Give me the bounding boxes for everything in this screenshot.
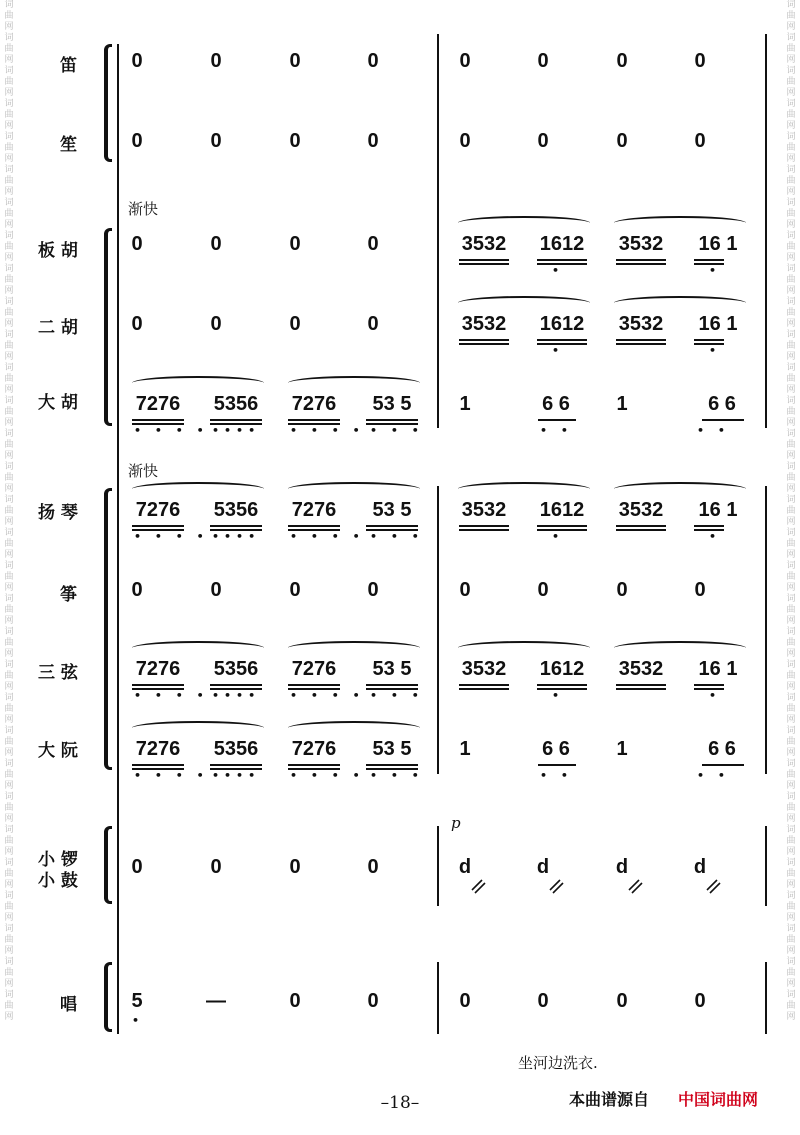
- note-yangqin-2: 5356: [213, 499, 259, 521]
- note-sheng-5: 0: [459, 130, 471, 152]
- low-dots-sanxian-2: ••••: [212, 689, 261, 702]
- note-di-5: 0: [459, 50, 471, 72]
- note-banhu-2: 0: [210, 233, 222, 255]
- low-dots-yangqin-2: ••••: [212, 530, 261, 543]
- tempo-mark-lower: 渐快: [128, 462, 159, 480]
- underline-banhu-4a: [694, 259, 724, 261]
- note-erhu-2: 0: [210, 313, 222, 335]
- note-sheng-1: 0: [131, 130, 143, 152]
- note-yangqin-7: 3532: [618, 499, 664, 521]
- note-zheng-8: 0: [694, 579, 706, 601]
- slur-erhu-a: [458, 296, 590, 310]
- underline-sanxian-4a: [366, 684, 418, 686]
- note-perc-7: d: [615, 856, 629, 878]
- note-banhu-6: 1612: [539, 233, 585, 255]
- slur-dahu-b: [288, 376, 420, 390]
- underline-sanxian-8a: [694, 684, 724, 686]
- low-dots-sanxian-3: • • • •: [290, 689, 365, 702]
- slur-banhu-a: [458, 216, 590, 230]
- note-banhu-7: 3532: [618, 233, 664, 255]
- note-sanxian-4: 53 5: [372, 658, 412, 680]
- tempo-mark-upper: 渐快: [128, 200, 159, 218]
- low-dot-erhu-1: •: [552, 344, 565, 357]
- low-dot-sanxian-8: •: [709, 689, 722, 702]
- note-banhu-3: 0: [289, 233, 301, 255]
- barline-end: [765, 34, 767, 428]
- barline-middle-3: [437, 826, 439, 906]
- label-chang: 唱: [60, 995, 77, 1015]
- dynamic-piano: p: [451, 814, 461, 832]
- note-banhu-1: 0: [131, 233, 143, 255]
- slur-daruan-b: [288, 721, 420, 735]
- slur-dahu-a: [132, 376, 264, 390]
- low-dots-sanxian-1: • • • •: [134, 689, 209, 702]
- note-sheng-8: 0: [694, 130, 706, 152]
- note-banhu-5: 3532: [461, 233, 507, 255]
- note-dahu-8: 6 6: [708, 393, 736, 415]
- low-dots-yangqin-1: • • • •: [134, 530, 209, 543]
- underline-dahu-3a: [288, 419, 340, 421]
- underline-yangqin-6a: [537, 525, 587, 527]
- note-daruan-7: 1: [616, 738, 628, 760]
- note-sheng-2: 0: [210, 130, 222, 152]
- note-voice-1: 5: [131, 990, 143, 1012]
- slur-sanxian-d: [614, 641, 746, 655]
- note-erhu-7: 3532: [618, 313, 664, 335]
- barline-middle-4: [437, 962, 439, 1034]
- note-yangqin-5: 3532: [461, 499, 507, 521]
- low-dots-daruan-4: • • •: [370, 769, 424, 782]
- note-sanxian-7: 3532: [618, 658, 664, 680]
- note-sanxian-6: 1612: [539, 658, 585, 680]
- label-banhu: 板 胡: [38, 241, 78, 261]
- underline-daruan-2a: [210, 764, 262, 766]
- note-di-4: 0: [367, 50, 379, 72]
- low-dot-sanxian-6: •: [552, 689, 565, 702]
- low-dots-dahu-3: • • • •: [290, 424, 365, 437]
- note-zheng-7: 0: [616, 579, 628, 601]
- note-banhu-8: 16 1: [698, 233, 738, 255]
- lyric-line: 坐河边洗衣.: [518, 1054, 598, 1072]
- label-di: 笛: [60, 56, 77, 76]
- slur-banhu-b: [614, 216, 746, 230]
- note-zheng-2: 0: [210, 579, 222, 601]
- source-site-link[interactable]: 中国词曲网: [678, 1090, 759, 1109]
- underline-banhu-3b: [616, 263, 666, 265]
- note-daruan-8: 6 6: [708, 738, 736, 760]
- note-daruan-2: 5356: [213, 738, 259, 760]
- low-dot-banhu-1: •: [552, 264, 565, 277]
- note-sanxian-1: 7276: [135, 658, 181, 680]
- underline-yangqin-7b: [616, 529, 666, 531]
- underline-daruan-8: [702, 764, 744, 766]
- system-start-line: [117, 44, 119, 1034]
- note-perc-2: 0: [210, 856, 222, 878]
- note-perc-5: d: [458, 856, 472, 878]
- barline-middle: [437, 34, 439, 428]
- note-perc-4: 0: [367, 856, 379, 878]
- low-dots-dahu-8: • •: [697, 424, 730, 437]
- note-yangqin-8: 16 1: [698, 499, 738, 521]
- underline-erhu-4a: [694, 339, 724, 341]
- note-banhu-4: 0: [367, 233, 379, 255]
- low-dots-daruan-2: ••••: [212, 769, 261, 782]
- underline-daruan-4a: [366, 764, 418, 766]
- note-erhu-4: 0: [367, 313, 379, 335]
- underline-yangqin-1a: [132, 525, 184, 527]
- underline-sanxian-1a: [132, 684, 184, 686]
- underline-yangqin-7a: [616, 525, 666, 527]
- low-dots-yangqin-3: • • • •: [290, 530, 365, 543]
- low-dots-dahu-4: • • •: [370, 424, 424, 437]
- note-voice-4: 0: [367, 990, 379, 1012]
- low-dots-yangqin-4: • • •: [370, 530, 424, 543]
- underline-sanxian-7a: [616, 684, 666, 686]
- underline-daruan-3a: [288, 764, 340, 766]
- note-di-6: 0: [537, 50, 549, 72]
- low-dots-dahu-1: • • • •: [134, 424, 209, 437]
- low-dot-voice-1: •: [132, 1014, 145, 1027]
- barline-middle-2: [437, 486, 439, 774]
- note-di-7: 0: [616, 50, 628, 72]
- note-erhu-3: 0: [289, 313, 301, 335]
- low-dot-erhu-2: •: [709, 344, 722, 357]
- note-zheng-5: 0: [459, 579, 471, 601]
- note-voice-6: 0: [537, 990, 549, 1012]
- note-voice-2: —: [206, 990, 226, 1012]
- slur-yangqin-a: [132, 482, 264, 496]
- underline-dahu-1a: [132, 419, 184, 421]
- note-perc-3: 0: [289, 856, 301, 878]
- note-sheng-6: 0: [537, 130, 549, 152]
- note-sanxian-3: 7276: [291, 658, 337, 680]
- underline-yangqin-4a: [366, 525, 418, 527]
- underline-sanxian-5b: [459, 688, 509, 690]
- underline-sanxian-6a: [537, 684, 587, 686]
- underline-erhu-1a: [459, 339, 509, 341]
- note-voice-7: 0: [616, 990, 628, 1012]
- underline-banhu-1b: [459, 263, 509, 265]
- note-sheng-4: 0: [367, 130, 379, 152]
- low-dots-daruan-8: • •: [697, 769, 730, 782]
- underline-dahu-2a: [210, 419, 262, 421]
- low-dot-yangqin-8: •: [709, 530, 722, 543]
- brace-voice: [104, 962, 112, 1032]
- note-dahu-6: 6 6: [542, 393, 570, 415]
- note-zheng-1: 0: [131, 579, 143, 601]
- underline-erhu-3b: [616, 343, 666, 345]
- note-erhu-5: 3532: [461, 313, 507, 335]
- brace-plucked: [104, 488, 112, 770]
- label-sheng: 笙: [60, 135, 77, 155]
- low-dots-daruan-3: • • • •: [290, 769, 365, 782]
- note-zheng-3: 0: [289, 579, 301, 601]
- underline-yangqin-5b: [459, 529, 509, 531]
- note-perc-8: d: [693, 856, 707, 878]
- underline-dahu-8: [702, 419, 744, 421]
- note-zheng-6: 0: [537, 579, 549, 601]
- label-sanxian: 三 弦: [38, 663, 78, 683]
- brace-winds: [104, 44, 112, 162]
- low-dots-dahu-2: ••••: [212, 424, 261, 437]
- right-watermark: 词曲网词曲网词曲网词曲网词曲网词曲网词曲网词曲网词曲网词曲网词曲网词曲网词曲网词曲网词曲网词曲网词曲网词曲网词曲网词曲网词曲网词曲网词曲网词曲网词曲网词曲网词曲网词曲网词曲网词曲网词曲网: [786, 0, 796, 1022]
- note-voice-5: 0: [459, 990, 471, 1012]
- note-dahu-5: 1: [459, 393, 471, 415]
- note-erhu-8: 16 1: [698, 313, 738, 335]
- underline-sanxian-2a: [210, 684, 262, 686]
- note-di-2: 0: [210, 50, 222, 72]
- note-sheng-3: 0: [289, 130, 301, 152]
- note-yangqin-3: 7276: [291, 499, 337, 521]
- underline-banhu-3a: [616, 259, 666, 261]
- note-erhu-6: 1612: [539, 313, 585, 335]
- note-voice-8: 0: [694, 990, 706, 1012]
- source-prefix: 本曲谱源自: [569, 1090, 650, 1109]
- slur-yangqin-d: [614, 482, 746, 496]
- note-daruan-4: 53 5: [372, 738, 412, 760]
- underline-sanxian-5a: [459, 684, 509, 686]
- label-daruan: 大 阮: [38, 741, 78, 761]
- underline-erhu-3a: [616, 339, 666, 341]
- label-xiaoluo: 小 锣: [38, 850, 78, 870]
- low-dot-yangqin-6: •: [552, 530, 565, 543]
- note-dahu-1: 7276: [135, 393, 181, 415]
- note-di-8: 0: [694, 50, 706, 72]
- note-sheng-7: 0: [616, 130, 628, 152]
- note-sanxian-2: 5356: [213, 658, 259, 680]
- slur-yangqin-b: [288, 482, 420, 496]
- left-watermark: 词曲网词曲网词曲网词曲网词曲网词曲网词曲网词曲网词曲网词曲网词曲网词曲网词曲网词曲网词曲网词曲网词曲网词曲网词曲网词曲网词曲网词曲网词曲网词曲网词曲网词曲网词曲网词曲网词曲网词曲网词曲网: [4, 0, 14, 1022]
- brace-percussion: [104, 826, 112, 904]
- note-dahu-7: 1: [616, 393, 628, 415]
- label-yangqin: 扬 琴: [38, 503, 78, 523]
- note-daruan-5: 1: [459, 738, 471, 760]
- note-perc-1: 0: [131, 856, 143, 878]
- underline-sanxian-7b: [616, 688, 666, 690]
- note-erhu-1: 0: [131, 313, 143, 335]
- barline-end-4: [765, 962, 767, 1034]
- underline-erhu-1b: [459, 343, 509, 345]
- note-yangqin-6: 1612: [539, 499, 585, 521]
- note-dahu-2: 5356: [213, 393, 259, 415]
- slur-sanxian-b: [288, 641, 420, 655]
- underline-daruan-6: [538, 764, 576, 766]
- note-yangqin-1: 7276: [135, 499, 181, 521]
- underline-dahu-6: [538, 419, 576, 421]
- note-di-3: 0: [289, 50, 301, 72]
- slur-erhu-b: [614, 296, 746, 310]
- slur-sanxian-a: [132, 641, 264, 655]
- note-daruan-6: 6 6: [542, 738, 570, 760]
- page-number: –18–: [380, 1093, 420, 1113]
- low-dots-daruan-1: • • • •: [134, 769, 209, 782]
- note-perc-6: d: [536, 856, 550, 878]
- low-dot-banhu-2: •: [709, 264, 722, 277]
- note-daruan-3: 7276: [291, 738, 337, 760]
- label-erhu: 二 胡: [38, 318, 78, 338]
- note-sanxian-5: 3532: [461, 658, 507, 680]
- slur-daruan-a: [132, 721, 264, 735]
- underline-banhu-1a: [459, 259, 509, 261]
- note-dahu-3: 7276: [291, 393, 337, 415]
- note-sanxian-8: 16 1: [698, 658, 738, 680]
- note-dahu-4: 53 5: [372, 393, 412, 415]
- label-zheng: 筝: [60, 585, 77, 605]
- brace-bowed: [104, 228, 112, 426]
- underline-yangqin-5a: [459, 525, 509, 527]
- underline-banhu-2a: [537, 259, 587, 261]
- barline-end-2: [765, 486, 767, 774]
- underline-dahu-4a: [366, 419, 418, 421]
- low-dots-dahu-6: • •: [540, 424, 573, 437]
- low-dots-daruan-6: • •: [540, 769, 573, 782]
- underline-daruan-1a: [132, 764, 184, 766]
- note-yangqin-4: 53 5: [372, 499, 412, 521]
- slur-yangqin-c: [458, 482, 590, 496]
- label-dahu: 大 胡: [38, 393, 78, 413]
- underline-erhu-2a: [537, 339, 587, 341]
- low-dots-sanxian-4: • • •: [370, 689, 424, 702]
- barline-end-3: [765, 826, 767, 906]
- label-xiaogu: 小 鼓: [38, 871, 78, 891]
- underline-yangqin-3a: [288, 525, 340, 527]
- note-daruan-1: 7276: [135, 738, 181, 760]
- underline-sanxian-3a: [288, 684, 340, 686]
- underline-yangqin-8a: [694, 525, 724, 527]
- note-di-1: 0: [131, 50, 143, 72]
- note-voice-3: 0: [289, 990, 301, 1012]
- note-zheng-4: 0: [367, 579, 379, 601]
- underline-yangqin-2a: [210, 525, 262, 527]
- slur-sanxian-c: [458, 641, 590, 655]
